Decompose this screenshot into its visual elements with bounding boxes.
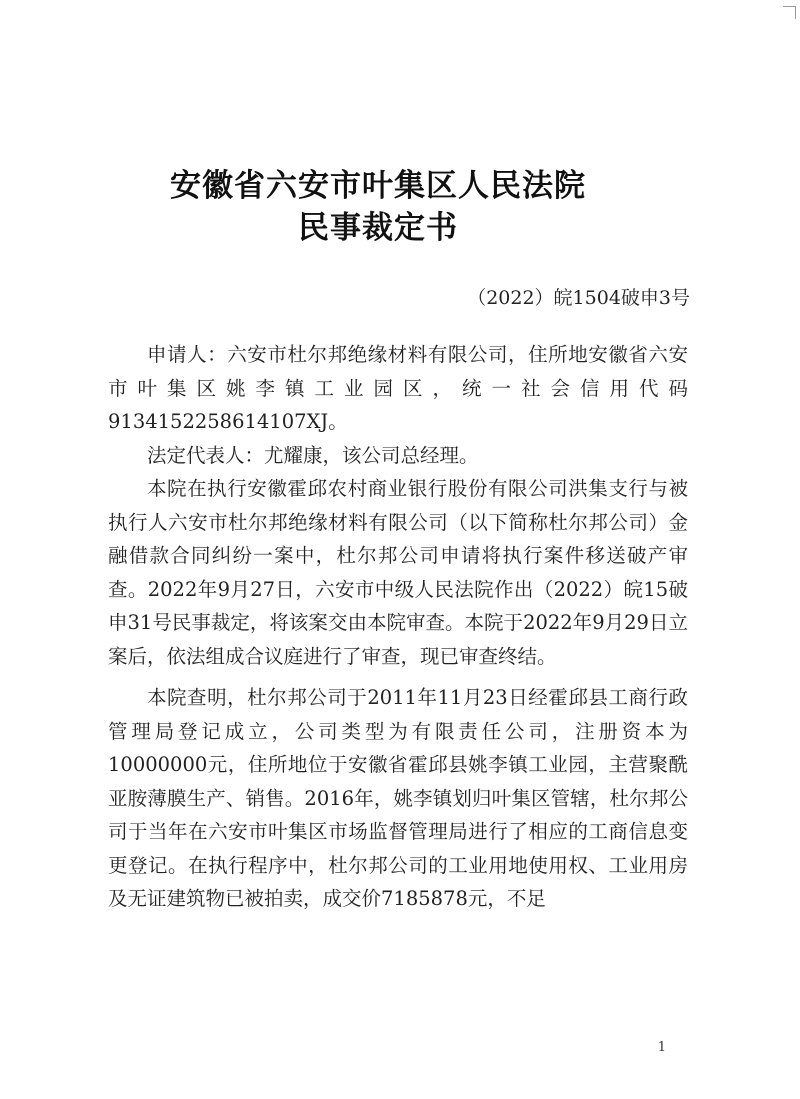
- page-number: 1: [657, 1040, 666, 1055]
- document-body: [108, 338, 688, 916]
- case-number: （2022）皖1504破申3号: [467, 287, 690, 309]
- scan-corner-mark: [783, 6, 796, 19]
- paragraph-applicant: 申请人：六安市杜尔邦绝缘材料有限公司，住所地安徽省六安市叶集区姚李镇工业园区，统一社会信用代码9134152258614107XJ。: [108, 343, 688, 433]
- paragraph-case-background: 本院在执行安徽霍邱农村商业银行股份有限公司洪集支行与被执行人六安市杜尔邦绝缘材料有限公司（以下简称杜尔邦公司）金融借款合同纠纷一案中，杜尔邦公司申请将执行案件移送破产审查。2022年9月27日，六安市中级人民法院作出（2022）皖15破申31号民事裁定，将该案交由本院审查。本院于2022年9月29日立案后，依法组成合议庭进行了审查，现已审查终结。: [108, 477, 688, 668]
- paragraph-findings: 本院查明，杜尔邦公司于2011年11月23日经霍邱县工商行政管理局登记成立，公司类型为有限责任公司，注册资本为10000000元，住所地位于安徽省霍邱县姚李镇工业园，主营聚酰亚胺薄膜生产、销售。2016年，姚李镇划归叶集区管辖，杜尔邦公司于当年在六安市叶集区市场监督管理局进行了相应的工商信息变更登记。在执行程序中，杜尔邦公司的工业用地使用权、工业用房及无证建筑物已被拍卖，成交价7185878元，不足: [108, 686, 688, 910]
- court-name-title: 安徽省六安市叶集区人民法院: [170, 168, 586, 204]
- paragraph-legal-representative: 法定代表人：尤耀康，该公司总经理。: [147, 443, 479, 467]
- document-type-title: 民事裁定书: [298, 210, 458, 246]
